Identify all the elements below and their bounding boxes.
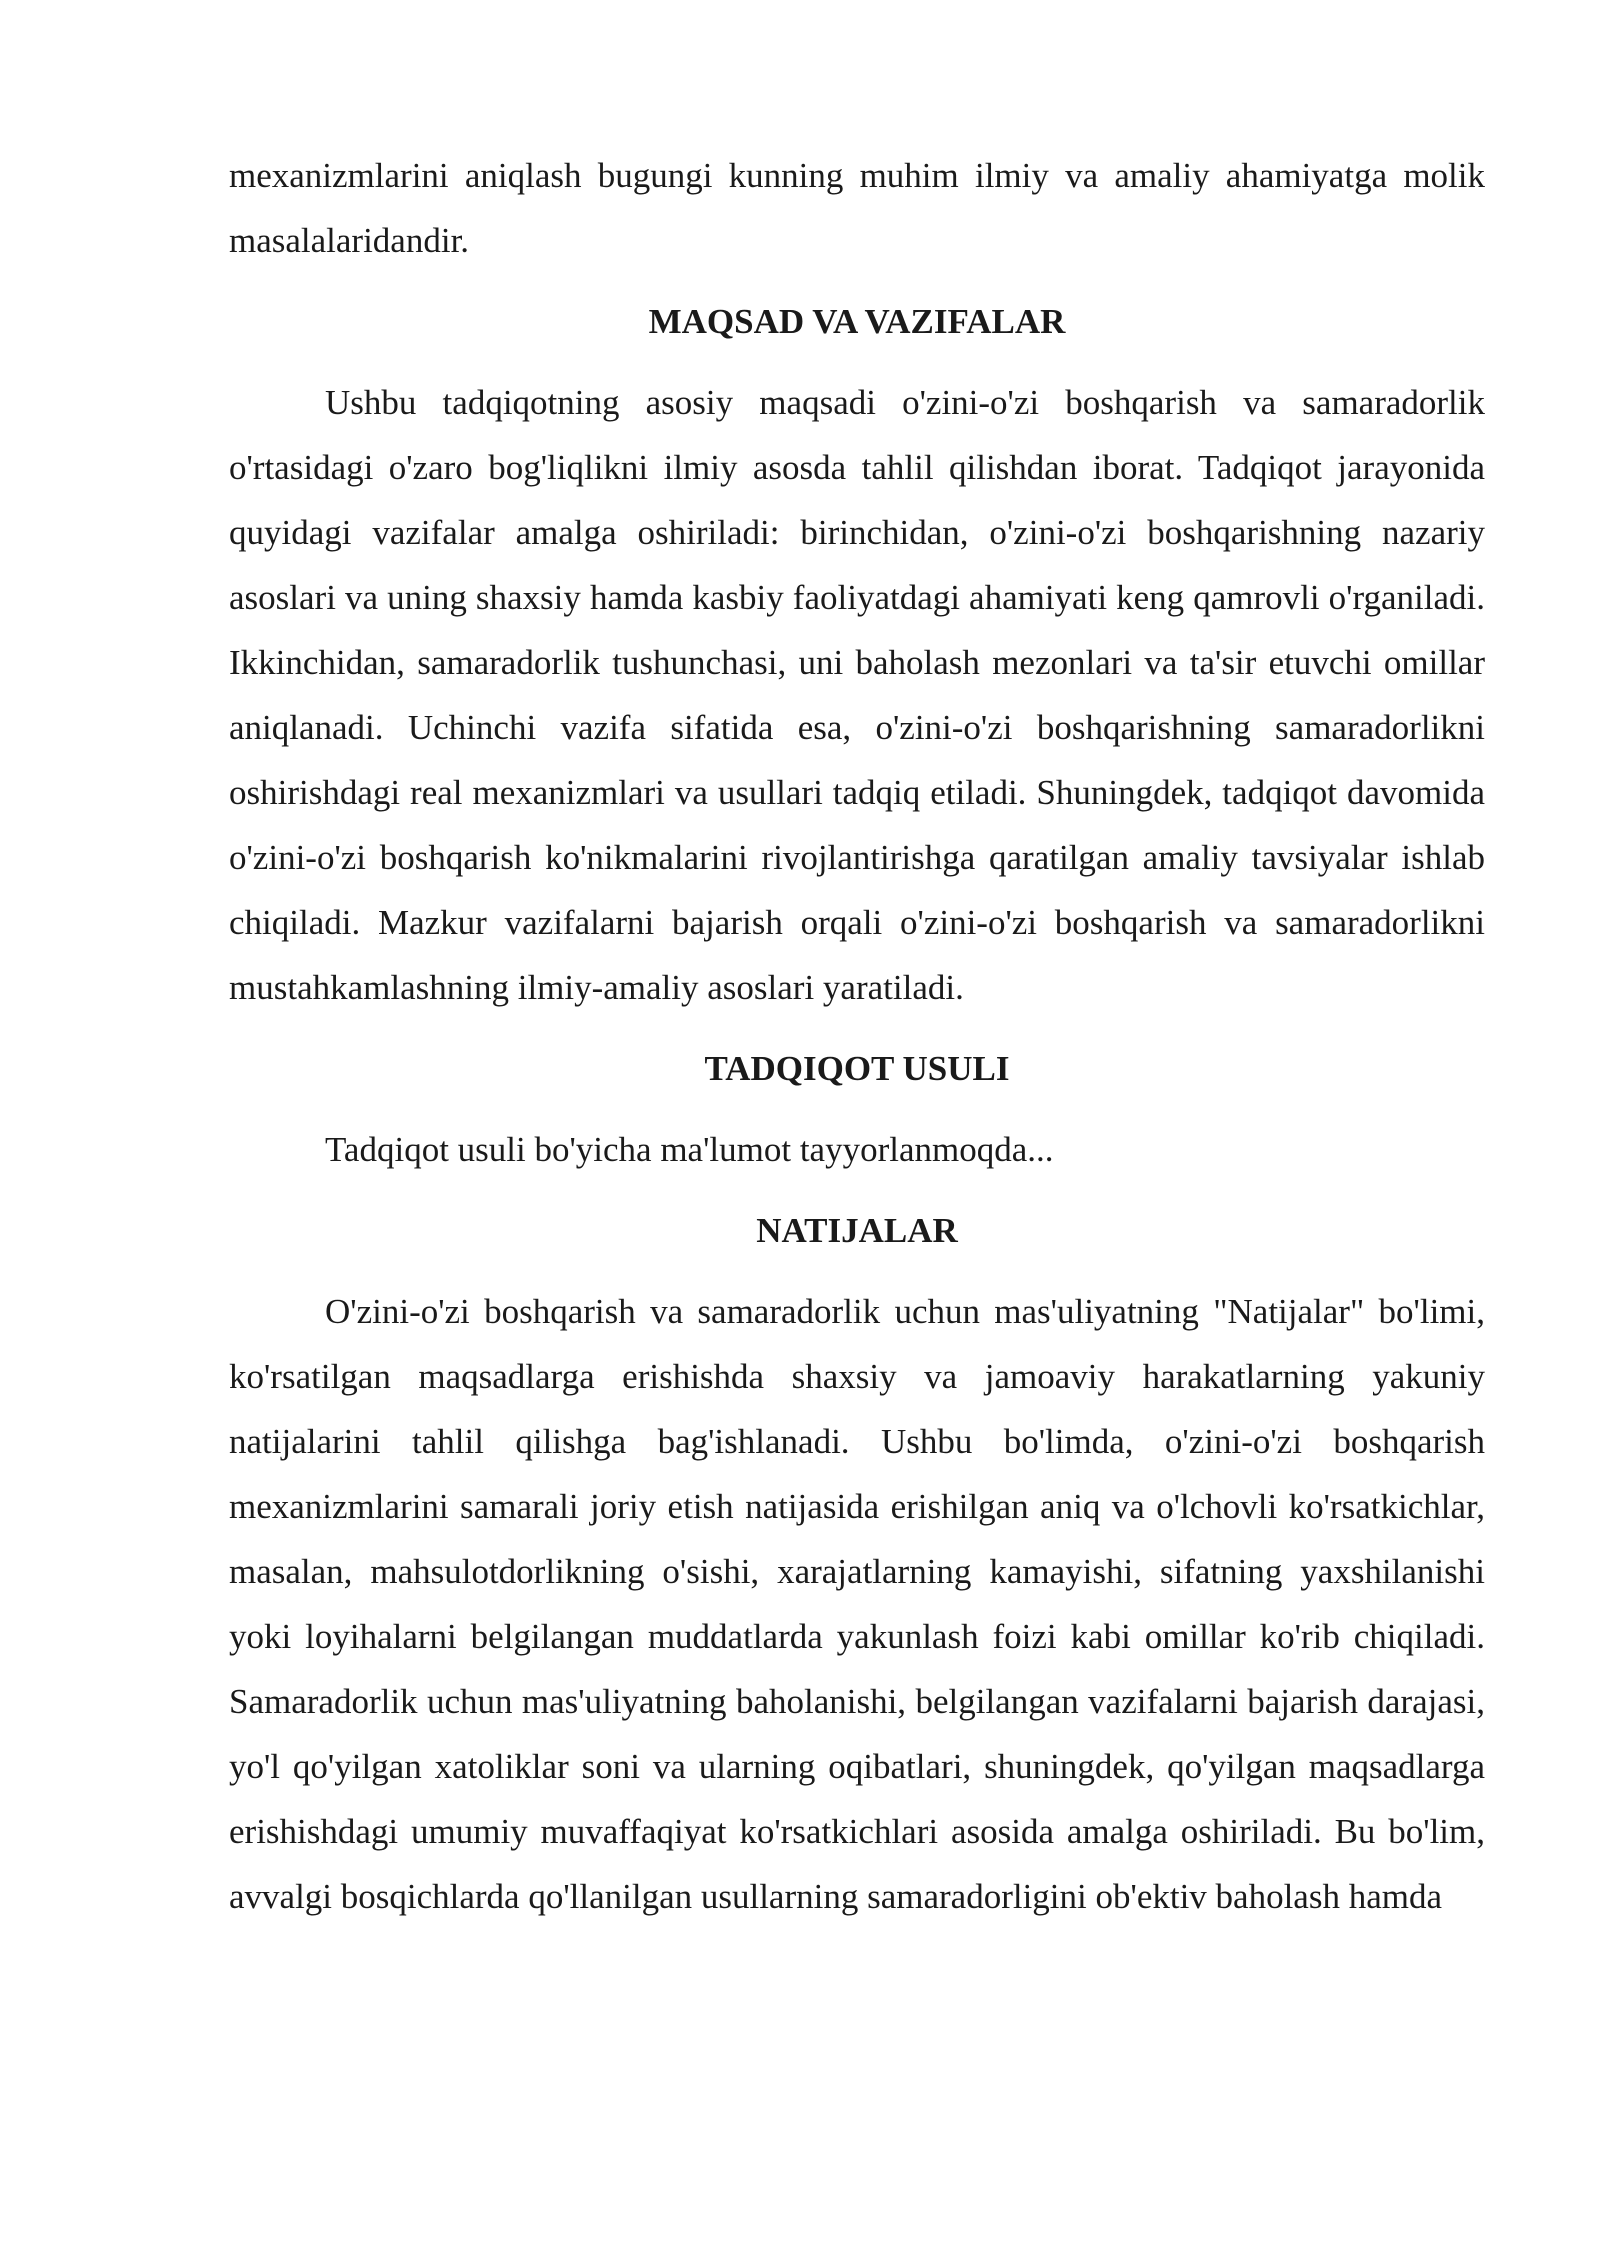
section-body-tadqiqot-usuli: Tadqiqot usuli bo'yicha ma'lumot tayyorlanmoqda... <box>325 1130 1054 1169</box>
intro-paragraph: mexanizmlarini aniqlash bugungi kunning muhim ilmiy va amaliy ahamiyatga molik masalalaridandir. <box>229 156 1485 260</box>
section-body-natijalar: O'zini-o'zi boshqarish va samaradorlik uchun mas'uliyatning "Natijalar" bo'limi, ko'rsatilgan maqsadlarga erishishda shaxsiy va jamoaviy harakatlarning yakuniy natijalarini tahlil qilishga bag'ishlanadi. Ushbu bo'limda, o'zini-o'zi boshqarish mexanizmlarini samarali joriy etish natijasida erishilgan aniq va o'lchovli ko'rsatkichlar, masalan, mahsulotdorlikning o'sishi, xarajatlarning kamayishi, sifatning yaxshilanishi yoki loyihalarni belgilangan muddatlarda yakunlash foizi kabi omillar ko'rib chiqiladi. Samaradorlik uchun mas'uliyatning baholanishi, belgilangan vazifalarni bajarish darajasi, yo'l qo'yilgan xatoliklar soni va ularning oqibatlari, shuningdek, qo'yilgan maqsadlarga erishishdagi umumiy muvaffaqiyat ko'rsatkichlari asosida amalga oshiriladi. Bu bo'lim, avvalgi bosqichlarda qo'llanilgan usullarning samaradorligini ob'ektiv baholash hamda <box>229 1292 1485 1916</box>
section-body-maqsad: Ushbu tadqiqotning asosiy maqsadi o'zini-o'zi boshqarish va samaradorlik o'rtasidagi o'zaro bog'liqlikni ilmiy asosda tahlil qilishdan iborat. Tadqiqot jarayonida quyidagi vazifalar amalga oshiriladi: birinchidan, o'zini-o'zi boshqarishning nazariy asoslari va uning shaxsiy hamda kasbiy faoliyatdagi ahamiyati keng qamrovli o'rganiladi. Ikkinchidan, samaradorlik tushunchasi, uni baholash mezonlari va ta'sir etuvchi omillar aniqlanadi. Uchinchi vazifa sifatida esa, o'zini-o'zi boshqarishning samaradorlikni oshirishdagi real mexanizmlari va usullari tadqiq etiladi. Shuningdek, tadqiqot davomida o'zini-o'zi boshqarish ko'nikmalarini rivojlantirishga qaratilgan amaliy tavsiyalar ishlab chiqiladi. Mazkur vazifalarni bajarish orqali o'zini-o'zi boshqarish va samaradorlikni mustahkamlashning ilmiy-amaliy asoslari yaratiladi. <box>229 383 1485 1007</box>
section-heading-maqsad: MAQSAD VA VAZIFALAR <box>648 302 1066 341</box>
section-heading-tadqiqot-usuli: TADQIQOT USULI <box>704 1049 1010 1088</box>
document-page <box>229 143 1485 1929</box>
section-heading-natijalar: NATIJALAR <box>756 1211 958 1250</box>
